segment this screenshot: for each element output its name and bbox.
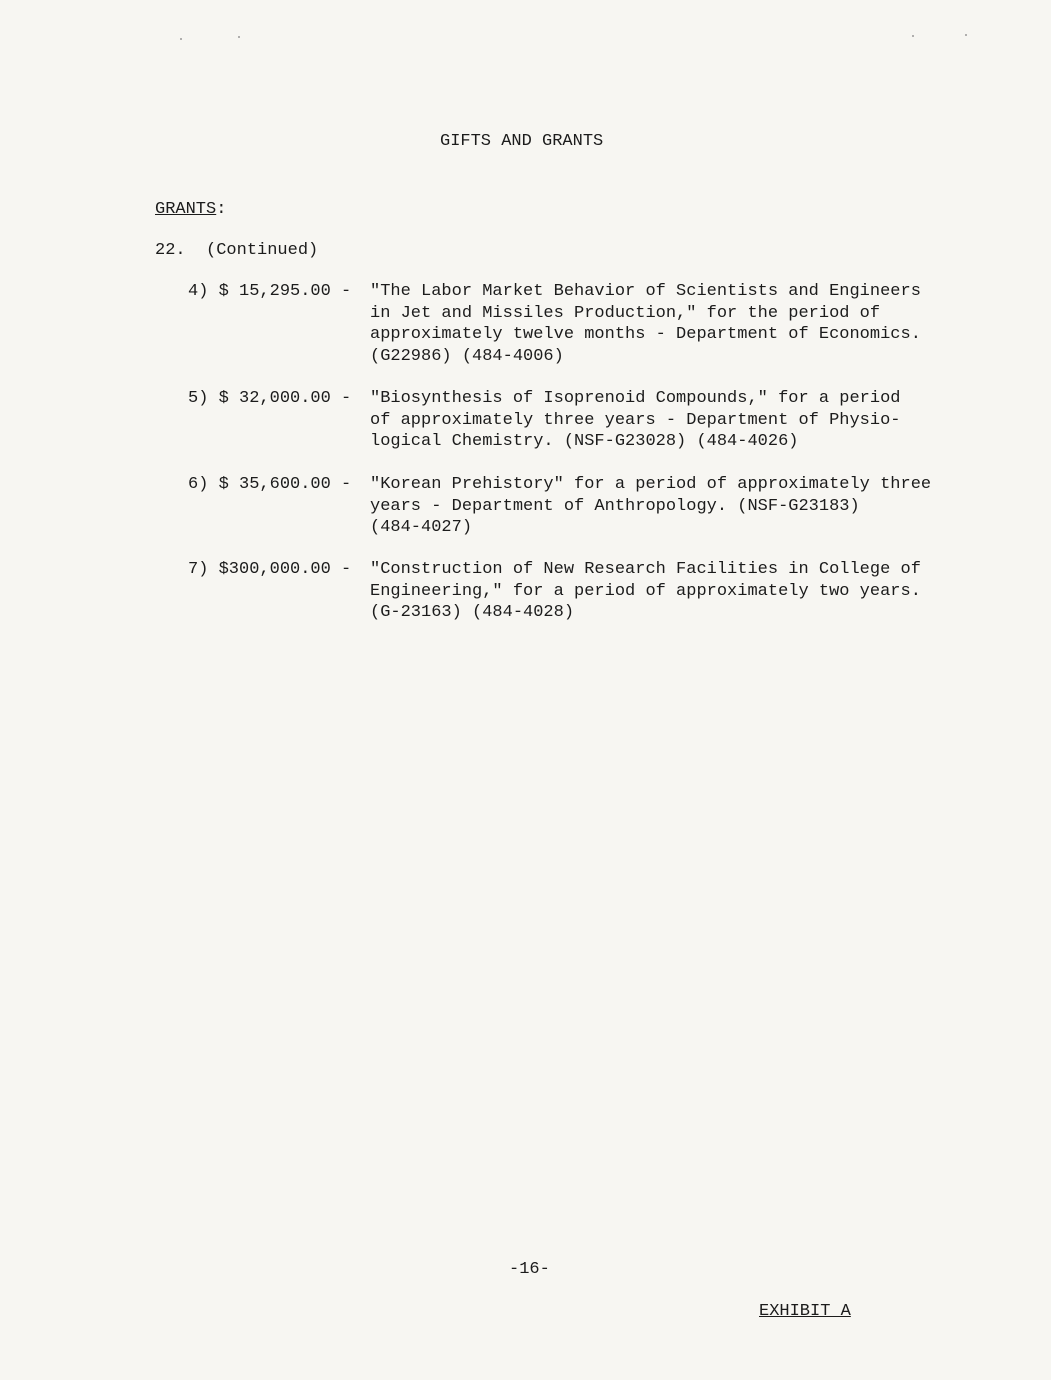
grant-entry-line: "Korean Prehistory" for a period of approximately three xyxy=(370,475,932,494)
document-title: GIFTS AND GRANTS xyxy=(440,132,604,151)
item-number-line xyxy=(155,240,318,262)
grant-entry-amount: $ 35,600.00 xyxy=(218,475,331,494)
grant-entry-number: 5) xyxy=(188,389,209,408)
section-heading-text: GRANTS xyxy=(155,200,217,219)
grant-entry-line: in Jet and Missiles Production," for the period of xyxy=(370,303,881,323)
scan-speck xyxy=(238,36,240,38)
grant-entry-description xyxy=(370,559,970,624)
grant-entry-line: years - Department of Anthropology. (NSF-G23183) xyxy=(370,496,860,516)
grant-entry-line: (G-23163) (484-4028) xyxy=(370,603,575,622)
grant-entry-line: "Biosynthesis of Isoprenoid Compounds," for a period xyxy=(370,389,901,408)
grant-entry-line: approximately twelve months - Department of Economics. xyxy=(370,325,921,344)
section-heading-colon: : xyxy=(216,200,227,219)
grant-entry-amount: $ 32,000.00 xyxy=(218,389,331,408)
grant-entry-line: "The Labor Market Behavior of Scientists and Engineers xyxy=(370,282,921,301)
grant-entry-lead xyxy=(188,474,351,496)
grant-entry-line: (G22986) (484-4006) xyxy=(370,346,564,366)
grant-entry-number: 4) xyxy=(188,282,209,301)
grant-entry-description xyxy=(370,388,970,453)
section-heading xyxy=(155,199,226,221)
scan-speck xyxy=(912,35,914,37)
grant-entry-amount: $300,000.00 xyxy=(218,560,331,579)
exhibit-label: EXHIBIT A xyxy=(759,1302,851,1321)
item-number: 22. xyxy=(155,241,186,260)
grant-entry-number: 6) xyxy=(188,475,209,494)
grant-entry-line: logical Chemistry. (NSF-G23028) (484-4026) xyxy=(370,432,799,451)
scan-speck xyxy=(965,34,967,36)
grant-entry-separator: - xyxy=(341,475,352,494)
grant-entry-separator: - xyxy=(341,389,352,408)
item-status: (Continued) xyxy=(206,241,319,260)
grant-entry-separator: - xyxy=(341,282,352,301)
page-number: -16- xyxy=(509,1260,550,1279)
grant-entry-amount: $ 15,295.00 xyxy=(218,282,331,301)
grant-entry-line: "Construction of New Research Facilities in College of xyxy=(370,560,921,579)
scan-speck xyxy=(180,38,182,40)
grant-entry-separator: - xyxy=(341,560,352,579)
grant-entry-line: Engineering," for a period of approximately two years. xyxy=(370,581,921,601)
grant-entry-lead xyxy=(188,559,351,581)
grant-entry-lead xyxy=(188,281,351,303)
grant-entry-lead xyxy=(188,388,351,410)
grant-entry-line: of approximately three years - Department of Physio- xyxy=(370,410,901,430)
grant-entry-description xyxy=(370,474,970,539)
grant-entry-description xyxy=(370,281,970,367)
grant-entry-line: (484-4027) xyxy=(370,518,473,537)
grant-entry-number: 7) xyxy=(188,560,209,579)
